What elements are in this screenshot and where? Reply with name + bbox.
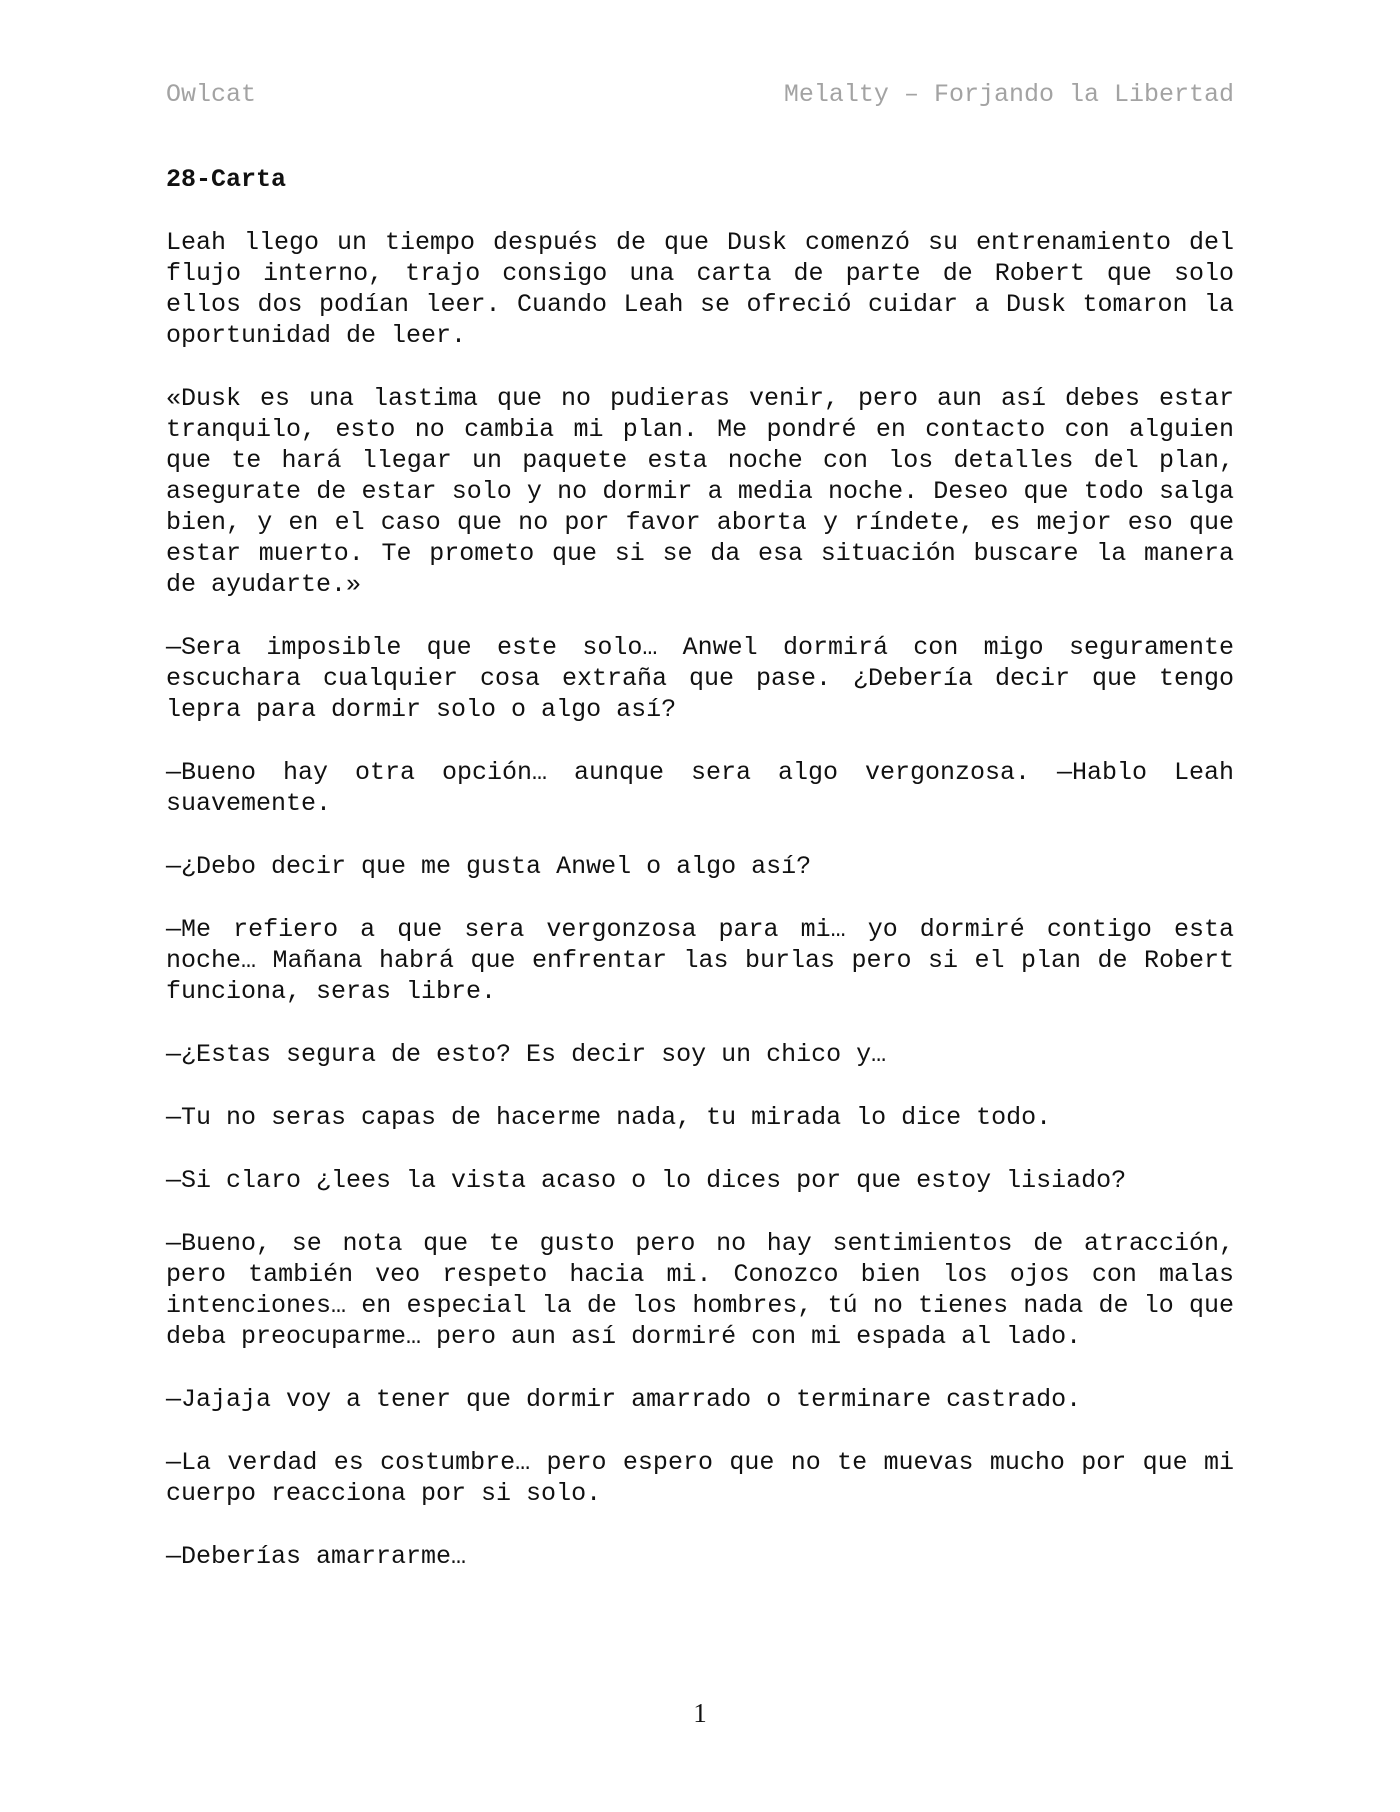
header-book-title: Melalty – Forjando la Libertad	[783, 80, 1234, 109]
paragraph: «Dusk es una lastima que no pudieras venir, pero aun así debes estar tranquilo, esto no cambia mi plan. Me pondré en contacto con alguien que te hará llegar un paquete esta noche con los detalles del plan, asegurate de estar solo y no dormir a media noche. Deseo que todo salga bien, y en el caso que no por favor aborta y ríndete, es mejor eso que estar muerto. Te prometo que si se da esa situación buscare la manera de ayudarte.»	[166, 384, 1234, 599]
page-body	[166, 164, 1234, 1604]
paragraph: —Deberías amarrarme…	[166, 1542, 467, 1571]
paragraph: —Sera imposible que este solo… Anwel dormirá con migo seguramente escuchara cualquier cosa extraña que pase. ¿Debería decir que tengo lepra para dormir solo o algo así?	[166, 633, 1234, 724]
chapter-title: 28-Carta	[166, 165, 287, 194]
paragraph: —Tu no seras capas de hacerme nada, tu mirada lo dice todo.	[166, 1103, 1052, 1132]
paragraph: —Me refiero a que sera vergonzosa para mi… yo dormiré contigo esta noche… Mañana habrá que enfrentar las burlas pero si el plan de Robert funciona, seras libre.	[166, 915, 1234, 1006]
page-number: 1	[693, 1698, 707, 1728]
paragraph: —Bueno, se nota que te gusto pero no hay sentimientos de atracción, pero también veo respeto hacia mi. Conozco bien los ojos con malas intenciones… en especial la de los hombres, tú no tienes nada de lo que deba preocuparme… pero aun así dormiré con mi espada al lado.	[166, 1229, 1234, 1351]
paragraph: Leah llego un tiempo después de que Dusk comenzó su entrenamiento del flujo interno, trajo consigo una carta de parte de Robert que solo ellos dos podían leer. Cuando Leah se ofreció cuidar a Dusk tomaron la oportunidad de leer.	[166, 228, 1234, 350]
paragraph: —Jajaja voy a tener que dormir amarrado o terminare castrado.	[166, 1385, 1082, 1414]
header-author: Owlcat	[166, 80, 257, 109]
paragraph: —¿Debo decir que me gusta Anwel o algo así?	[166, 852, 812, 881]
paragraph: —La verdad es costumbre… pero espero que no te muevas mucho por que mi cuerpo reacciona por si solo.	[166, 1448, 1234, 1508]
paragraph: —¿Estas segura de esto? Es decir soy un chico y…	[166, 1040, 887, 1069]
paragraph: —Bueno hay otra opción… aunque sera algo vergonzosa. —Hablo Leah suavemente.	[166, 758, 1234, 818]
page-header	[166, 80, 1234, 114]
paragraph: —Si claro ¿lees la vista acaso o lo dices por que estoy lisiado?	[166, 1166, 1127, 1195]
